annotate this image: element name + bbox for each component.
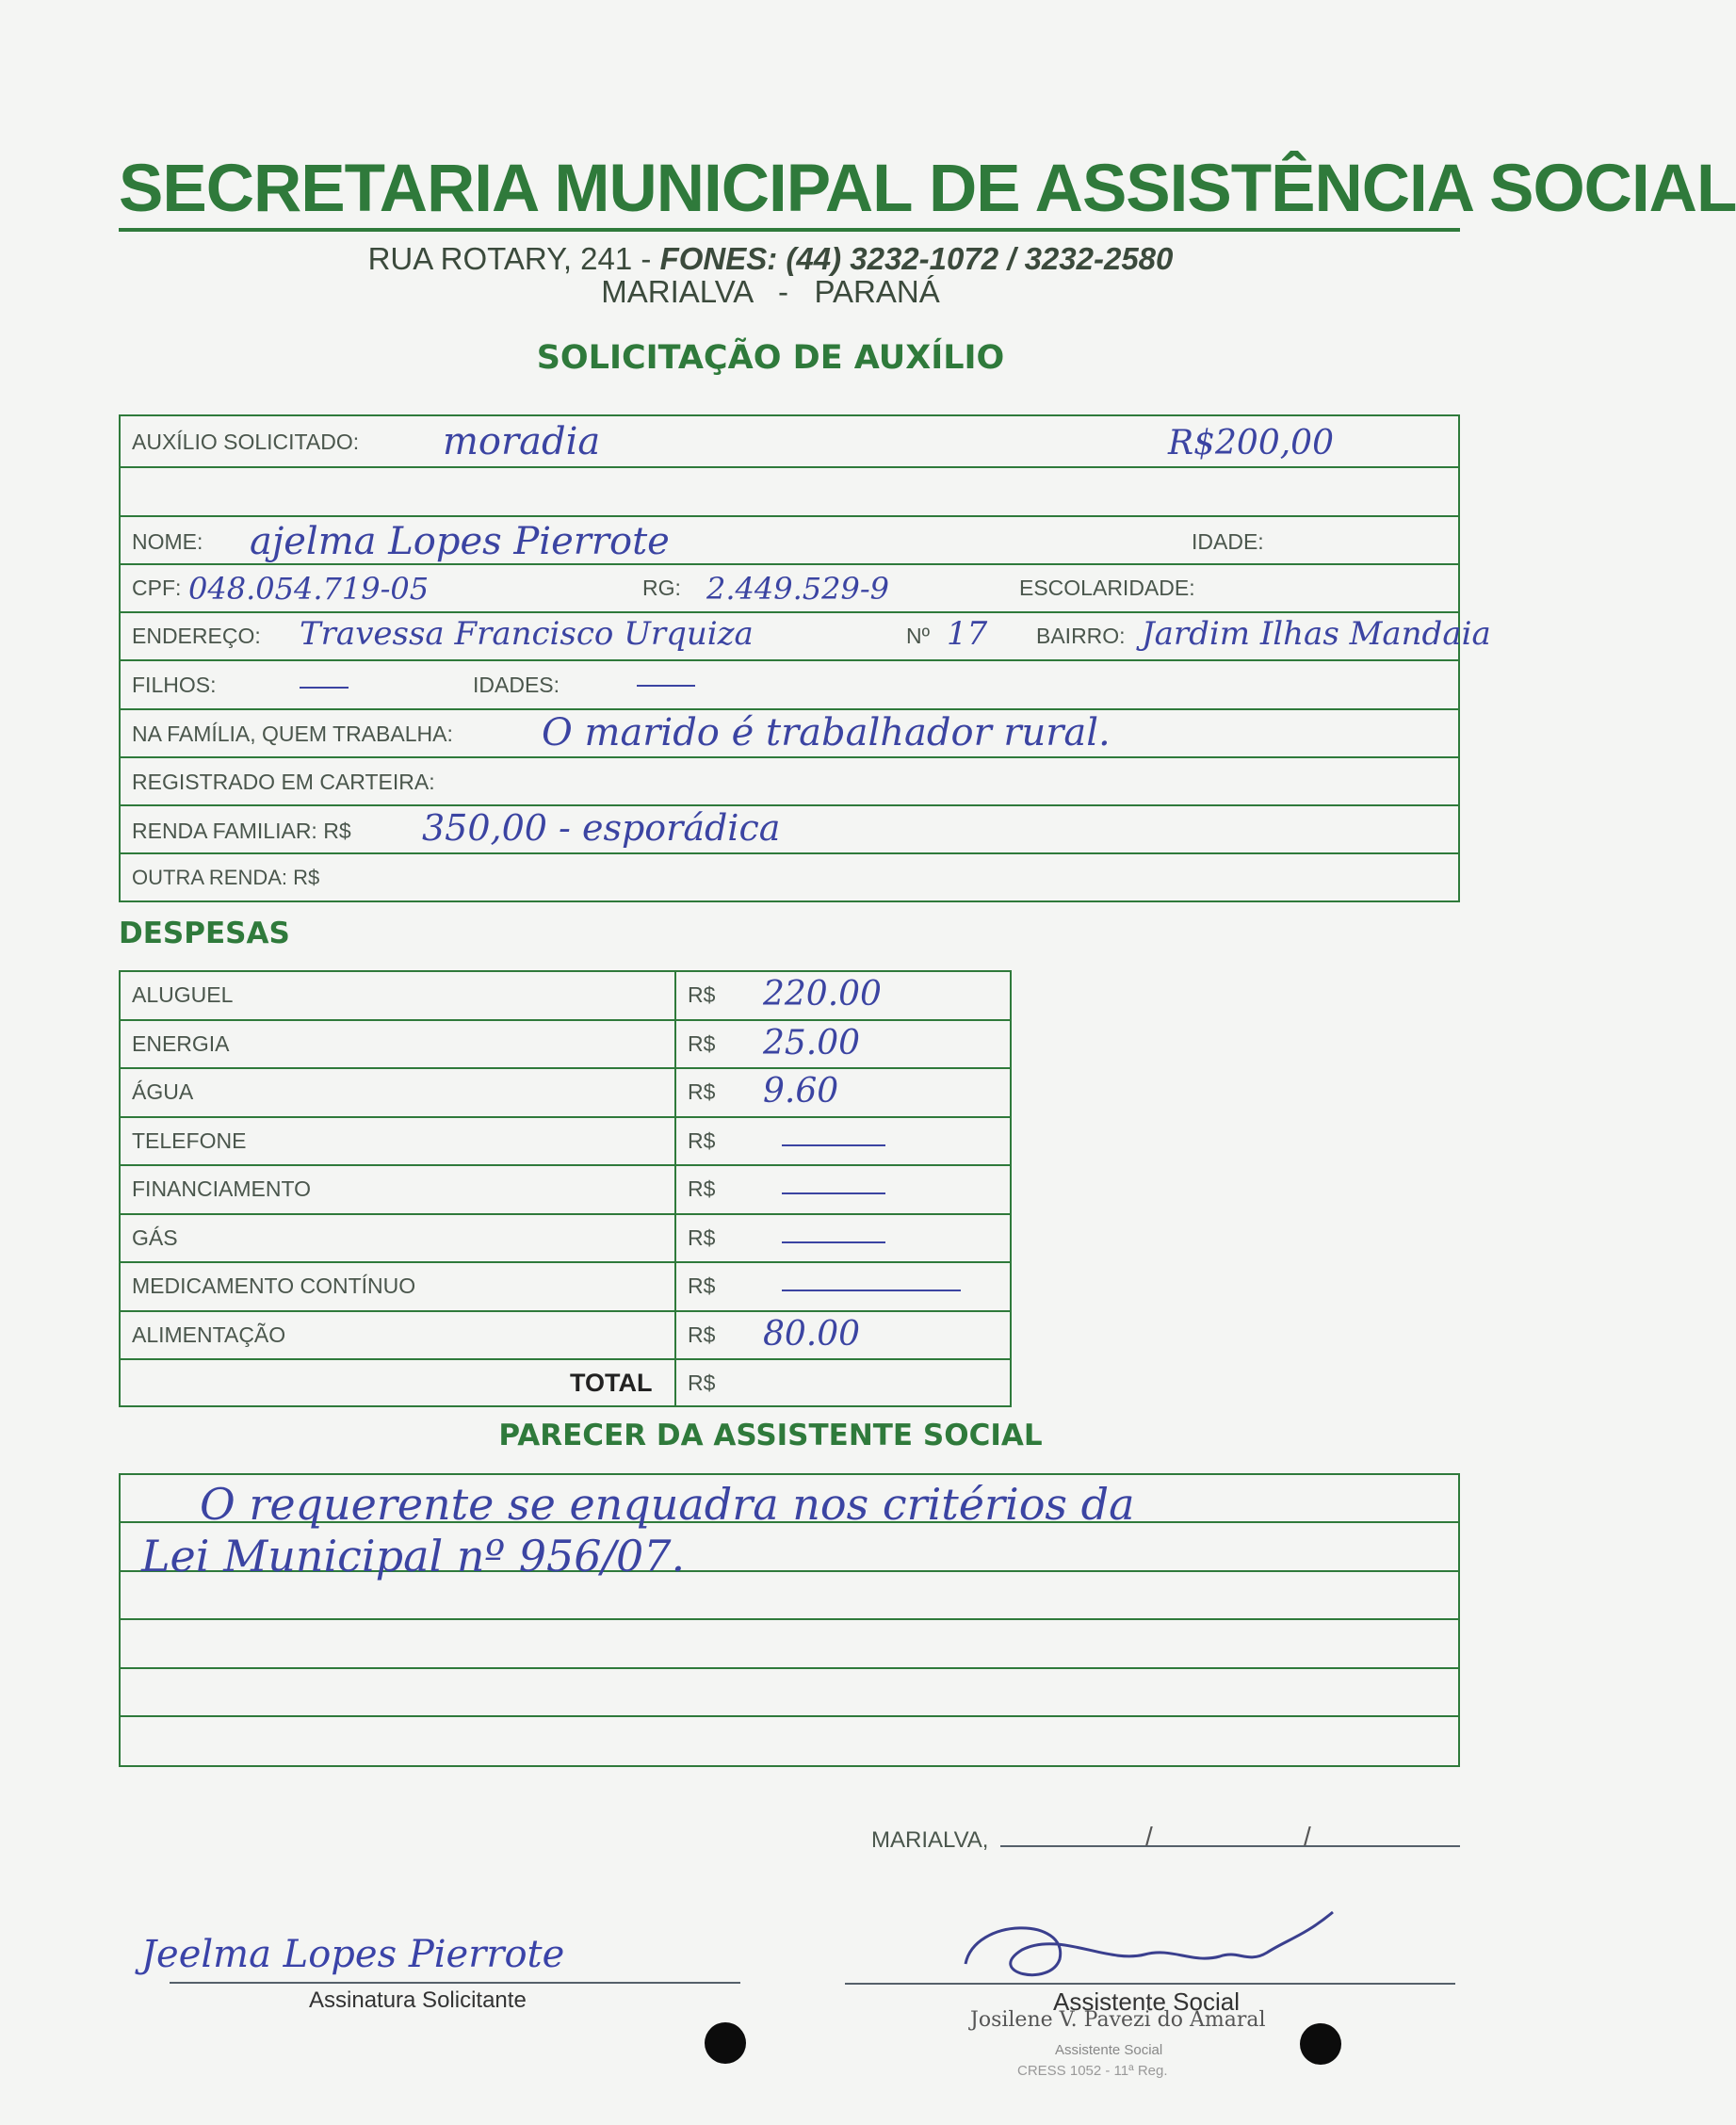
filhos-label: FILHOS: — [132, 673, 217, 697]
despesas-row-dash — [782, 1290, 961, 1291]
solicitante-line — [170, 1982, 740, 1984]
despesas-row-line — [119, 1067, 1012, 1069]
parecer-line — [119, 1618, 1460, 1620]
despesas-currency: R$ — [688, 1128, 716, 1153]
despesas-currency: R$ — [688, 1225, 716, 1250]
despesas-currency: R$ — [688, 1176, 716, 1201]
auxilio-amount: R$200,00 — [1168, 424, 1334, 462]
rg-label: RG: — [642, 576, 681, 600]
despesas-row-label: MEDICAMENTO CONTÍNUO — [132, 1273, 416, 1298]
parecer-text-1: O requerente se enquadra nos critérios da — [200, 1479, 1135, 1530]
despesas-row-label: GÁS — [132, 1225, 178, 1250]
numero-label: Nº — [906, 624, 931, 648]
header-title: SECRETARIA MUNICIPAL DE ASSISTÊNCIA SOCIAL — [119, 151, 1460, 232]
assistente-name: Josilene V. Pavezi do Amaral — [970, 2008, 1266, 2032]
nome-label: NOME: — [132, 529, 203, 554]
despesas-currency: R$ — [688, 1079, 716, 1104]
bairro-value: Jardim Ilhas Mandaia — [1142, 615, 1491, 653]
despesas-row-line — [119, 1116, 1012, 1118]
idade-label: IDADE: — [1192, 529, 1264, 554]
outra-renda-label: OUTRA RENDA: R$ — [132, 866, 320, 889]
despesas-row-label: FINANCIAMENTO — [132, 1176, 311, 1201]
despesas-row-label: ALUGUEL — [132, 982, 234, 1007]
numero-value: 17 — [947, 615, 988, 653]
despesas-currency: R$ — [688, 1273, 716, 1298]
despesas-row-label: ÁGUA — [132, 1079, 194, 1104]
date-slash-1: / — [1145, 1822, 1153, 1851]
despesas-row-dash — [782, 1241, 885, 1243]
solicitante-signature: Jeelma Lopes Pierrote — [141, 1933, 565, 1976]
cpf-label: CPF: — [132, 576, 182, 600]
despesas-row-value: 9.60 — [763, 1072, 839, 1111]
despesas-row-dash — [782, 1144, 885, 1146]
renda-label: RENDA FAMILIAR: R$ — [132, 819, 351, 843]
nome-value: ajelma Lopes Pierrote — [250, 520, 670, 563]
despesas-row-line — [119, 1213, 1012, 1215]
despesas-divider — [674, 970, 676, 1407]
row-line — [119, 804, 1460, 806]
despesas-row-label: ENERGIA — [132, 1031, 230, 1056]
despesas-row-line — [119, 1358, 1012, 1360]
stamp-line-2: CRESS 1052 - 11ª Reg. — [1017, 2063, 1168, 2079]
assistente-line — [845, 1983, 1455, 1985]
despesas-currency: R$ — [688, 1371, 716, 1395]
row-line — [119, 708, 1460, 710]
despesas-row-line — [119, 1310, 1012, 1312]
row-line — [119, 852, 1460, 854]
parecer-text-2: Lei Municipal nº 956/07. — [141, 1531, 686, 1582]
idades-label: IDADES: — [473, 673, 560, 697]
despesas-row-line — [119, 1019, 1012, 1021]
date-line — [1000, 1845, 1460, 1847]
despesas-row-value: 25.00 — [763, 1024, 861, 1062]
despesas-row-label: TELEFONE — [132, 1128, 247, 1153]
despesas-row-dash — [782, 1192, 885, 1194]
address: RUA ROTARY, 241 - — [367, 241, 660, 276]
stamp-line-1: Assistente Social — [1055, 2042, 1163, 2058]
despesas-title: DESPESAS — [119, 917, 290, 950]
address-line — [0, 241, 1541, 277]
bairro-label: BAIRRO: — [1036, 624, 1126, 648]
despesas-row-label: ALIMENTAÇÃO — [132, 1322, 286, 1347]
binder-hole-right — [1300, 2023, 1341, 2065]
parecer-title: PARECER DA ASSISTENTE SOCIAL — [498, 1419, 1043, 1452]
idades-dash — [637, 685, 695, 687]
row-line — [119, 611, 1460, 613]
despesas-row-value: 80.00 — [763, 1315, 861, 1354]
trabalha-label: NA FAMÍLIA, QUEM TRABALHA: — [132, 722, 453, 746]
escolaridade-label: ESCOLARIDADE: — [1019, 576, 1195, 600]
despesas-currency: R$ — [688, 1031, 716, 1056]
despesas-currency: R$ — [688, 1322, 716, 1347]
endereco-label: ENDEREÇO: — [132, 624, 261, 648]
assistente-signature — [956, 1907, 1361, 1992]
despesas-row-line — [119, 1261, 1012, 1263]
auxilio-label: AUXÍLIO SOLICITADO: — [132, 430, 360, 454]
city-date-label: MARIALVA, — [871, 1827, 989, 1853]
despesas-total-label: TOTAL — [570, 1369, 653, 1397]
despesas-row-line — [119, 1164, 1012, 1166]
parecer-line — [119, 1667, 1460, 1669]
filhos-dash — [300, 687, 349, 689]
row-line — [119, 756, 1460, 758]
parecer-line — [119, 1715, 1460, 1717]
auxilio-value: moradia — [443, 420, 601, 463]
assistente-label: Assistente Social — [1053, 1987, 1240, 2016]
form-title: SOLICITAÇÃO DE AUXÍLIO — [536, 339, 1005, 377]
city-line: MARIALVA - PARANÁ — [601, 274, 940, 309]
date-slash-2: / — [1304, 1822, 1311, 1851]
row-line — [119, 466, 1460, 468]
solicitante-label: Assinatura Solicitante — [309, 1987, 527, 2013]
phones: FONES: (44) 3232-1072 / 3232-2580 — [659, 241, 1174, 276]
row-line — [119, 563, 1460, 565]
carteira-label: REGISTRADO EM CARTEIRA: — [132, 770, 435, 794]
despesas-row-value: 220.00 — [763, 975, 882, 1014]
cpf-value: 048.054.719-05 — [188, 571, 430, 607]
row-line — [119, 515, 1460, 517]
row-line — [119, 659, 1460, 661]
binder-hole-left — [705, 2022, 746, 2064]
endereco-value: Travessa Francisco Urquiza — [300, 615, 754, 653]
rg-value: 2.449.529-9 — [706, 571, 890, 607]
despesas-currency: R$ — [688, 982, 716, 1007]
renda-value: 350,00 - esporádica — [422, 807, 781, 849]
trabalha-value: O marido é trabalhador rural. — [542, 711, 1111, 754]
